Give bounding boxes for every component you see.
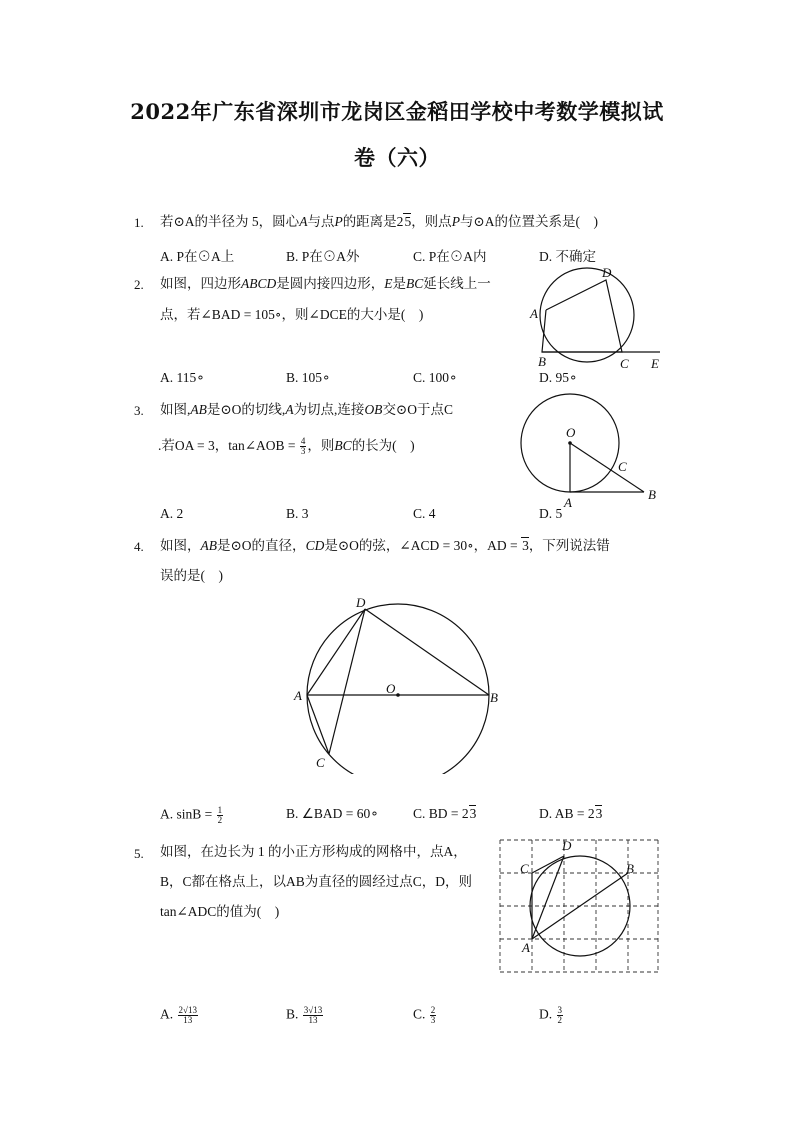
q5-label-d: D xyxy=(562,838,572,853)
q2-label-a: A xyxy=(530,306,538,321)
question-5-option-b: B. $\frac{3√13}{13}$ xyxy=(286,1005,323,1025)
q4-label-d: D xyxy=(356,595,366,610)
question-1-number: 1. xyxy=(134,215,144,230)
question-5-option-c: C. $\frac{2}{3}$ xyxy=(413,1005,436,1025)
question-4-figure xyxy=(288,594,510,774)
q4-label-b: B xyxy=(490,690,498,705)
question-2-option-a: A. 115∘ xyxy=(160,370,205,385)
question-3-figure xyxy=(510,388,670,514)
question-5-option-d: D. $\frac{3}{2}$ xyxy=(539,1005,562,1025)
page-title-line2: 卷（六） xyxy=(354,145,440,170)
question-4-stem-line2: 误的是( ) xyxy=(160,568,223,583)
question-2-stem-line1: 如图，四边形ABCD是圆内接四边形，E是BC延长线上一 xyxy=(160,276,491,291)
question-1-option-b: B. P在⊙A外 xyxy=(286,249,360,264)
q2-label-d: D xyxy=(602,265,612,280)
q2-label-c: C xyxy=(620,356,629,371)
question-4-option-b: B. ∠BAD = 60∘ xyxy=(286,806,379,821)
question-3-stem-line2: .若OA = 3，tan∠AOB = $\frac{4}{3}$ ，则BC的长为( ) xyxy=(158,436,415,457)
question-3-option-a: A. 2 xyxy=(160,506,184,521)
q4-label-o: O xyxy=(386,681,396,696)
q5-a-fraction: $\frac{2√13}{13}$ xyxy=(178,1005,197,1025)
question-5-figure xyxy=(494,834,662,976)
question-3-option-c: C. 4 xyxy=(413,506,436,521)
question-1-option-a: A. P在⊙A上 xyxy=(160,249,235,264)
question-5-option-a: A. $\frac{2√13}{13}$ xyxy=(160,1005,197,1025)
q5-d-fraction: $\frac{3}{2}$ xyxy=(557,1005,562,1025)
question-2-number: 2. xyxy=(134,277,144,292)
question-4-option-d: D. AB = 23 xyxy=(539,806,603,821)
question-5-number: 5. xyxy=(134,846,144,861)
q3-label-o: O xyxy=(566,425,576,440)
question-1-option-c: C. P在⊙A内 xyxy=(413,249,487,264)
question-4-option-a: A. sinB = $\frac{1}{2}$ xyxy=(160,805,223,825)
q5-label-b: B xyxy=(626,861,634,876)
question-5-stem-line1: 如图，在边长为 1 的小正方形构成的网格中，点A， xyxy=(160,844,467,859)
q4-sin-fraction: $\frac{1}{2}$ xyxy=(217,805,223,825)
question-5-stem-line3: tan∠ADC的值为( ) xyxy=(160,904,280,919)
question-2-option-d: D. 95∘ xyxy=(539,370,578,385)
q3-label-c: C xyxy=(618,459,627,474)
q3-label-b: B xyxy=(648,487,656,502)
q4-label-a: A xyxy=(294,688,302,703)
question-2-option-c: C. 100∘ xyxy=(413,370,458,385)
question-4-number: 4. xyxy=(134,539,144,554)
question-3-number: 3. xyxy=(134,403,144,418)
question-2-stem-line2: 点，若∠BAD = 105∘，则∠DCE的大小是( ) xyxy=(160,307,424,322)
question-3-option-b: B. 3 xyxy=(286,506,309,521)
q2-label-b: B xyxy=(538,354,546,369)
question-5-stem-line2: B，C都在格点上，以AB为直径的圆经过点C，D，则 xyxy=(160,874,473,889)
question-3-stem-line1: 如图,AB是⊙O的切线,A为切点,连接OB交⊙O于点C xyxy=(160,402,454,417)
q3-label-a: A xyxy=(564,495,572,510)
q5-b-fraction: $\frac{3√13}{13}$ xyxy=(303,1005,323,1025)
q5-label-a: A xyxy=(522,940,530,955)
question-4-stem-line1: 如图，AB是⊙O的直径，CD是⊙O的弦，∠ACD = 30∘，AD = 3，下列说法错 xyxy=(160,538,610,553)
q5-label-c: C xyxy=(520,861,529,876)
question-4-option-c: C. BD = 23 xyxy=(413,806,477,821)
page-title-line1: 2022年广东省深圳市龙岗区金稻田学校中考数学模拟试 xyxy=(130,99,664,124)
question-3-option-d: D. 5 xyxy=(539,506,563,521)
q4-label-c: C xyxy=(316,755,325,770)
question-1-option-d: D. 不确定 xyxy=(539,249,596,264)
question-2-option-b: B. 105∘ xyxy=(286,370,331,385)
q5-c-fraction: $\frac{2}{3}$ xyxy=(430,1005,436,1025)
question-1-stem: 若⊙A的半径为 5，圆心A与点P的距离是25，则点P与⊙A的位置关系是( ) xyxy=(160,214,598,229)
q3-tan-fraction: $\frac{4}{3}$ xyxy=(300,436,306,457)
question-2-figure xyxy=(526,262,666,374)
q2-label-e: E xyxy=(651,356,659,371)
